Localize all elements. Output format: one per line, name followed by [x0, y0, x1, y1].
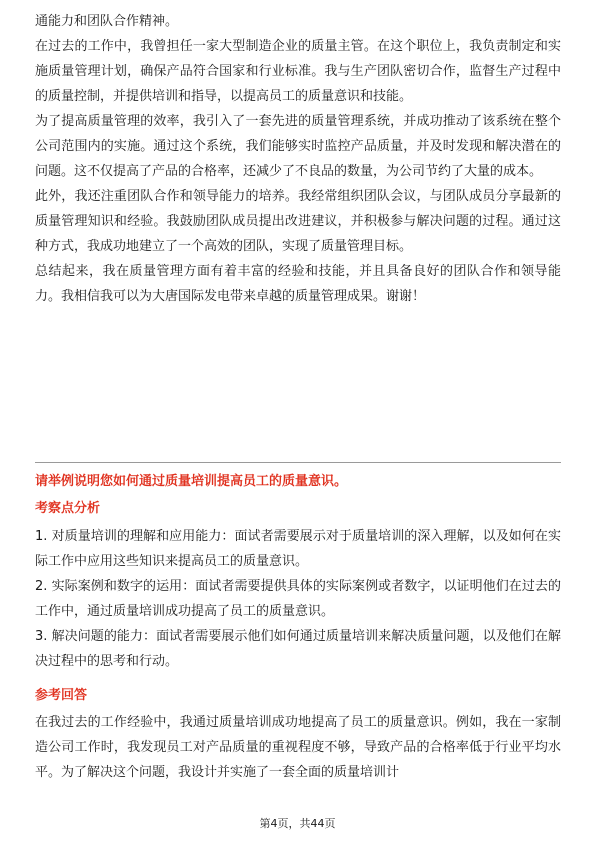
question-title: 请举例说明您如何通过质量培训提高员工的质量意识。: [35, 474, 348, 489]
answer-text: 在我过去的工作经验中，我通过质量培训成功地提高了员工的质量意识。例如，我在一家制造公司工作时，我发现员工对产品质量的重视程度不够，导致产品的合格率低于行业平均水平。为了解决这个问题，我设计并实施了一套全面的质量培训计: [35, 715, 561, 780]
section-divider: [35, 462, 561, 463]
paragraph: 在过去的工作中，我曾担任一家大型制造企业的质量主管。在这个职位上，我负责制定和实施质量管理计划，确保产品符合国家和行业标准。我与生产团队密切合作，监督生产过程中的质量控制，并提供培训和指导，以提高员工的质量意识和技能。: [35, 39, 561, 104]
analysis-heading: 考察点分析: [35, 501, 101, 516]
intro-section: [35, 9, 561, 309]
analysis-point: 1. 对质量培训的理解和应用能力：面试者需要展示对于质量培训的深入理解，以及如何在实际工作中应用这些知识来提高员工的质量意识。: [35, 529, 561, 569]
paragraph: 此外，我还注重团队合作和领导能力的培养。我经常组织团队会议，与团队成员分享最新的质量管理知识和经验。我鼓励团队成员提出改进建议，并积极参与解决问题的过程。通过这种方式，我成功地建立了一个高效的团队，实现了质量管理目标。: [35, 189, 561, 254]
paragraph: 为了提高质量管理的效率，我引入了一套先进的质量管理系统，并成功推动了该系统在整个公司范围内的实施。通过这个系统，我们能够实时监控产品质量，并及时发现和解决潜在的问题。这不仅提高了产品的合格率，还减少了不良品的数量，为公司节约了大量的成本。: [35, 114, 561, 179]
analysis-point: 3. 解决问题的能力：面试者需要展示他们如何通过质量培训来解决质量问题，以及他们在解决过程中的思考和行动。: [35, 629, 561, 669]
analysis-points: [35, 524, 561, 674]
analysis-point: 2. 实际案例和数字的运用：面试者需要提供具体的实际案例或者数字，以证明他们在过去的工作中，通过质量培训成功提高了员工的质量意识。: [35, 579, 561, 619]
answer-heading: 参考回答: [35, 688, 88, 703]
question-section: [35, 471, 561, 785]
paragraph: 总结起来，我在质量管理方面有着丰富的经验和技能，并且具备良好的团队合作和领导能力。我相信我可以为大唐国际发电带来卓越的质量管理成果。谢谢！: [35, 264, 561, 304]
page-number: 第4页，共44页: [259, 817, 336, 830]
paragraph: 通能力和团队合作精神。: [35, 14, 179, 29]
